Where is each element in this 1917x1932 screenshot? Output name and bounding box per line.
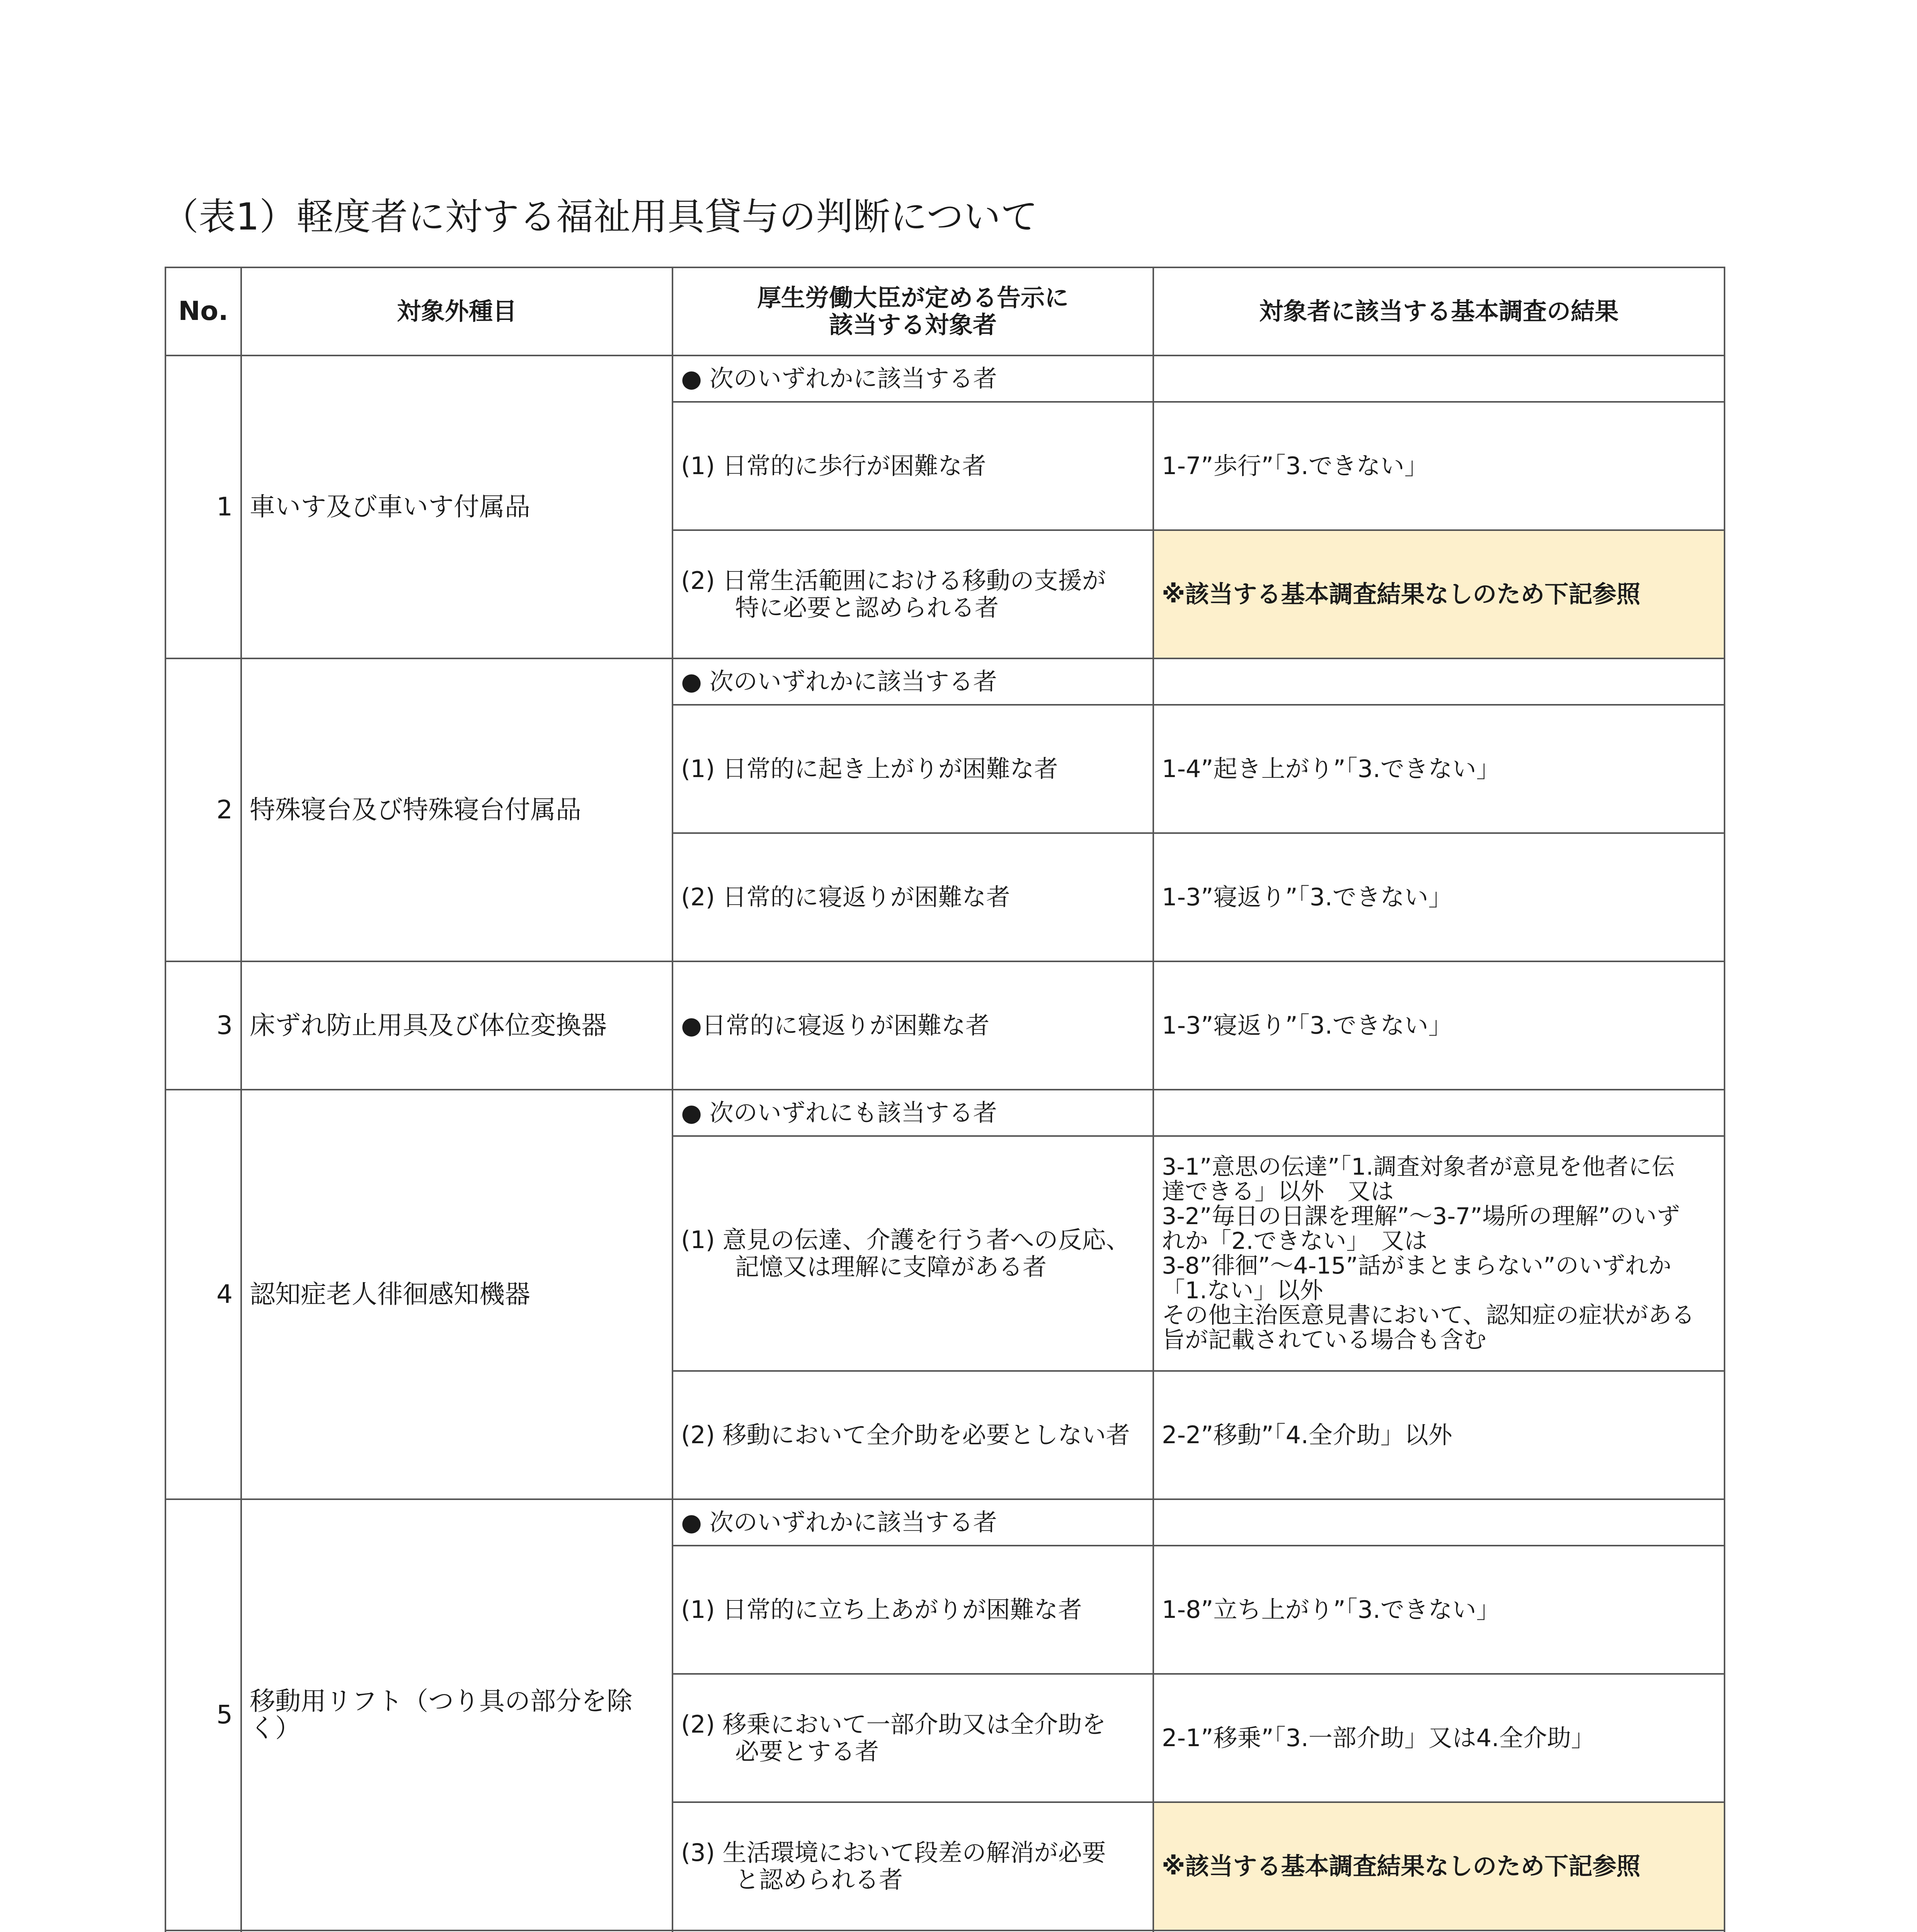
target: (2) 日常的に寝返りが困難な者 xyxy=(672,833,1153,961)
result-line: 達できる」以外 又は xyxy=(1162,1178,1394,1205)
target xyxy=(672,530,1153,658)
result-empty xyxy=(1153,1499,1725,1546)
result-line: 3-1”意思の伝達”「1.調査対象者が意見を他者に伝 xyxy=(1162,1153,1675,1180)
table-row xyxy=(165,1930,1725,1932)
result: 1-4”起き上がり”「3.できない」 xyxy=(1153,705,1725,833)
result-line: その他主治医意見書において、認知症の症状がある xyxy=(1162,1302,1695,1329)
row-number: 4 xyxy=(165,1090,241,1499)
target xyxy=(672,1674,1153,1802)
result-empty xyxy=(1153,1930,1725,1932)
table-row xyxy=(165,658,1725,705)
target xyxy=(672,1802,1153,1930)
header-row xyxy=(165,267,1725,355)
condition: ● 次のいずれかに該当する者 xyxy=(672,355,1153,402)
result: 2-2”移動”「4.全介助」以外 xyxy=(1153,1371,1725,1499)
item-name: 床ずれ防止用具及び体位変換器 xyxy=(241,961,672,1090)
row-number: 3 xyxy=(165,961,241,1090)
target: (1) 日常的に立ち上あがりが困難な者 xyxy=(672,1546,1153,1674)
row-number: 1 xyxy=(165,355,241,658)
target: (2) 移動において全介助を必要としない者 xyxy=(672,1371,1153,1499)
header-target-line2: 該当する対象者 xyxy=(829,311,997,339)
table-row xyxy=(165,961,1725,1090)
result-line: 旨が記載されている場合も含む xyxy=(1162,1327,1486,1354)
result: 1-7”歩行”「3.できない」 xyxy=(1153,402,1725,530)
page-title: （表1）軽度者に対する福祉用具貸与の判断について xyxy=(162,195,1038,238)
target-line2: 特に必要と認められる者 xyxy=(735,594,999,622)
item-name: 特殊寝台及び特殊寝台付属品 xyxy=(241,658,672,961)
row-number: 2 xyxy=(165,658,241,961)
table-row xyxy=(165,355,1725,402)
condition xyxy=(672,1930,1153,1932)
item-name xyxy=(241,1930,672,1932)
target-line1: (2) 移乗において一部介助又は全介助を xyxy=(681,1710,1106,1738)
result: 1-3”寝返り”「3.できない」 xyxy=(1153,833,1725,961)
result: 2-1”移乗”「3.一部介助」又は4.全介助」 xyxy=(1153,1674,1725,1802)
result-line: 3-2”毎日の日課を理解”～3-7”場所の理解”のいず xyxy=(1162,1203,1680,1230)
table-row xyxy=(165,1090,1725,1136)
target-line1: (2) 日常生活範囲における移動の支援が xyxy=(681,566,1106,595)
result-empty xyxy=(1153,355,1725,402)
row-number: 5 xyxy=(165,1499,241,1930)
target-line1: (1) 意見の伝達、介護を行う者への反応、 xyxy=(681,1226,1130,1254)
result-highlight: ※該当する基本調査結果なしのため下記参照 xyxy=(1153,530,1725,658)
header-target-line1: 厚生労働大臣が定める告示に xyxy=(757,284,1069,312)
result-line: 「1.ない」以外 xyxy=(1162,1277,1323,1304)
target-line1: (3) 生活環境において段差の解消が必要 xyxy=(681,1838,1106,1867)
result-line: 3-8”徘徊”～4-15”話がまとまらない”のいずれか xyxy=(1162,1252,1672,1279)
header-target xyxy=(672,267,1153,355)
result-highlight: ※該当する基本調査結果なしのため下記参照 xyxy=(1153,1802,1725,1930)
target: ●日常的に寝返りが困難な者 xyxy=(672,961,1153,1090)
condition: ● 次のいずれかに該当する者 xyxy=(672,658,1153,705)
row-number xyxy=(165,1930,241,1932)
table-row xyxy=(165,1499,1725,1546)
judgment-table xyxy=(165,267,1725,1932)
result-empty xyxy=(1153,1090,1725,1136)
header-no: No. xyxy=(165,267,241,355)
target: (1) 日常的に起き上がりが困難な者 xyxy=(672,705,1153,833)
header-item: 対象外種目 xyxy=(241,267,672,355)
result-empty xyxy=(1153,658,1725,705)
condition: ● 次のいずれにも該当する者 xyxy=(672,1090,1153,1136)
target xyxy=(672,1136,1153,1371)
result: 1-8”立ち上がり”「3.できない」 xyxy=(1153,1546,1725,1674)
result: 1-3”寝返り”「3.できない」 xyxy=(1153,961,1725,1090)
result-multiline xyxy=(1153,1136,1725,1371)
target-line2: 必要とする者 xyxy=(735,1737,879,1765)
item-name: 移動用リフト（つり具の部分を除く） xyxy=(241,1499,672,1930)
result-line: れか「2.できない」 又は xyxy=(1162,1228,1428,1255)
target: (1) 日常的に歩行が困難な者 xyxy=(672,402,1153,530)
condition: ● 次のいずれかに該当する者 xyxy=(672,1499,1153,1546)
item-name: 車いす及び車いす付属品 xyxy=(241,355,672,658)
target-line2: と認められる者 xyxy=(735,1866,903,1894)
target-line2: 記憶又は理解に支障がある者 xyxy=(735,1253,1047,1281)
item-name: 認知症老人徘徊感知機器 xyxy=(241,1090,672,1499)
header-result: 対象者に該当する基本調査の結果 xyxy=(1153,267,1725,355)
